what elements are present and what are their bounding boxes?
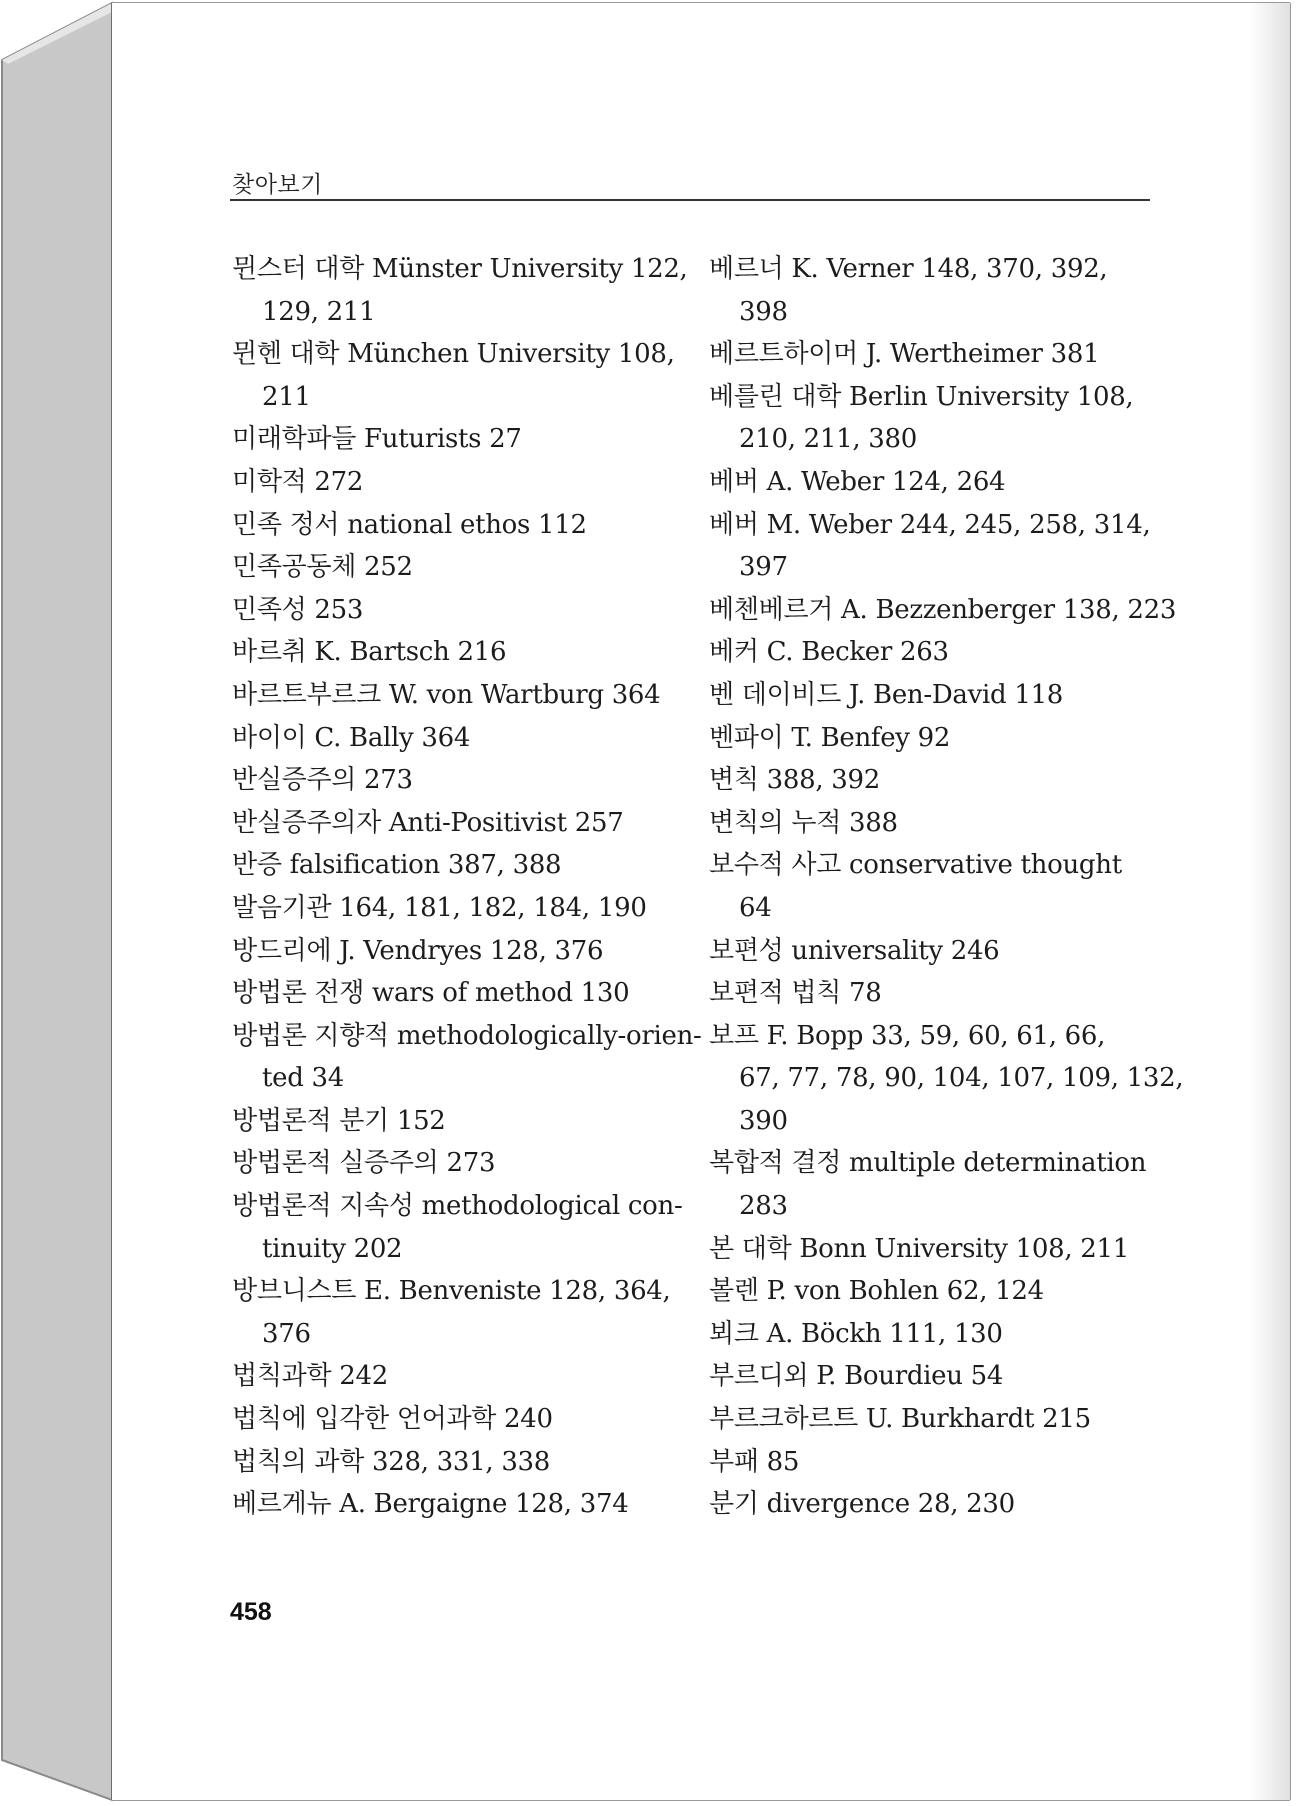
index-entry: 볼렌 P. von Bohlen 62, 124	[709, 1276, 1044, 1307]
index-entry: 보수적 사고 conservative thought 64	[709, 850, 1122, 923]
index-entry: 변칙의 누적 388	[709, 807, 898, 838]
index-entry: 방법론적 실증주의 273	[232, 1148, 496, 1179]
index-entry: 민족공동체 252	[232, 552, 413, 583]
index-entry: 방법론적 지속성 methodological con- tinuity 202	[232, 1191, 683, 1264]
index-entry: 베버 M. Weber 244, 245, 258, 314, 397	[709, 509, 1151, 583]
index-entry: 방법론적 분기 152	[232, 1105, 446, 1136]
index-entry: 보프 F. Bopp 33, 59, 60, 61, 66, 67, 77, 78, 90, 104, 107, 109, 132, 390	[709, 1020, 1184, 1136]
index-entry: 방드리에 J. Vendryes 128, 376	[232, 935, 604, 966]
index-entry: 반실증주의 273	[232, 765, 413, 796]
index-entry: 법칙과학 242	[232, 1361, 388, 1392]
index-entry: 변칙 388, 392	[709, 765, 880, 796]
index-entry: 바르취 K. Bartsch 216	[232, 637, 507, 668]
index-entry: 반증 falsification 387, 388	[232, 850, 562, 881]
index-entry: 발음기관 164, 181, 182, 184, 190	[232, 892, 647, 923]
index-entry: 법칙에 입각한 언어과학 240	[232, 1404, 553, 1435]
index-entry: 벤파이 T. Benfey 92	[709, 722, 951, 753]
index-entry: 방법론 전쟁 wars of method 130	[232, 978, 630, 1009]
header-rule	[230, 199, 1150, 201]
index-entry: 베르게뉴 A. Bergaigne 128, 374	[232, 1489, 629, 1520]
index-entry: 베첸베르거 A. Bezzenberger 138, 223	[709, 594, 1177, 625]
index-entry: 뵈크 A. Böckh 111, 130	[709, 1318, 1003, 1349]
index-entry: 바이이 C. Bally 364	[232, 722, 471, 753]
index-entry: 베르너 K. Verner 148, 370, 392, 398	[709, 254, 1108, 327]
page-number: 458	[230, 1598, 272, 1626]
index-entry: 뮌스터 대학 Münster University 122, 129, 211	[232, 254, 688, 327]
index-entry: 방법론 지향적 methodologically-orien- ted 34	[232, 1020, 702, 1094]
index-entry: 미학적 272	[232, 466, 364, 497]
page-edge-shadow	[1250, 3, 1290, 1800]
index-entry: 부패 85	[709, 1446, 800, 1477]
index-entry: 보편적 법칙 78	[709, 978, 882, 1009]
index-entry: 민족성 253	[232, 594, 364, 625]
index-column-left	[232, 248, 702, 1526]
index-entry: 바르트부르크 W. von Wartburg 364	[232, 679, 661, 710]
index-entry: 복합적 결정 multiple determination 283	[709, 1148, 1147, 1222]
index-entry: 방브니스트 E. Benveniste 128, 364, 376	[232, 1276, 671, 1349]
index-column-right	[709, 248, 1184, 1526]
index-entry: 베버 A. Weber 124, 264	[709, 466, 1006, 497]
index-entry: 미래학파들 Futurists 27	[232, 424, 522, 455]
index-entry: 법칙의 과학 328, 331, 338	[232, 1446, 551, 1477]
index-entry: 벤 데이비드 J. Ben-David 118	[709, 679, 1064, 710]
index-entry: 민족 정서 national ethos 112	[232, 509, 587, 540]
index-entry: 베를린 대학 Berlin University 108, 210, 211, 380	[709, 381, 1134, 455]
index-entry: 본 대학 Bonn University 108, 211	[709, 1233, 1130, 1264]
index-entry: 뮌헨 대학 München University 108, 211	[232, 339, 675, 412]
index-entry: 반실증주의자 Anti-Positivist 257	[232, 807, 624, 838]
index-entry: 베커 C. Becker 263	[709, 637, 949, 668]
index-entry: 부르크하르트 U. Burkhardt 215	[709, 1404, 1091, 1435]
book-page	[112, 3, 1290, 1800]
index-entry: 베르트하이머 J. Wertheimer 381	[709, 339, 1100, 370]
index-entry: 보편성 universality 246	[709, 935, 1000, 966]
running-head: 찾아보기	[232, 172, 323, 198]
index-entry: 부르디외 P. Bourdieu 54	[709, 1361, 1004, 1392]
index-entry: 분기 divergence 28, 230	[709, 1489, 1015, 1520]
